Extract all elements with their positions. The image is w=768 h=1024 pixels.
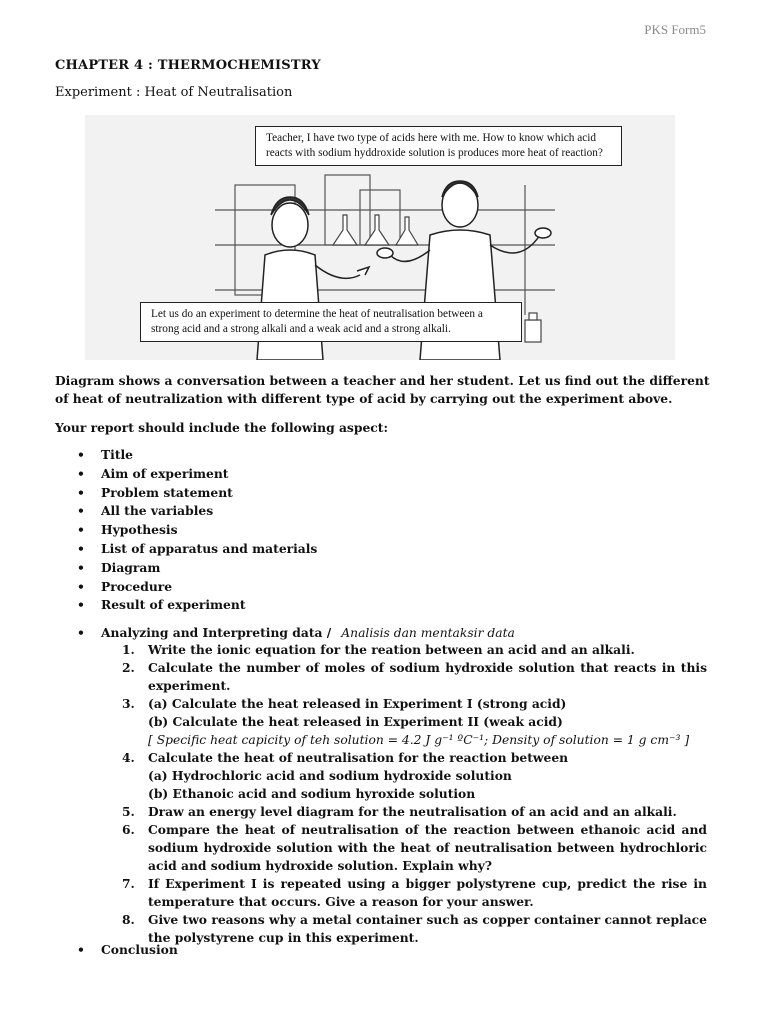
question-note: [ Specific heat capicity of teh solution = 4.2 J g⁻¹ ºC⁻¹; Density of solution = 1 g cm⁻³ ] — [148, 733, 690, 747]
question-item — [122, 821, 707, 875]
list-item — [55, 540, 317, 559]
aspect-label: Result of experiment — [101, 597, 246, 613]
question-text: Write the ionic equation for the reation between an acid and an alkali. — [148, 642, 635, 657]
question-number: 6. — [122, 822, 135, 837]
chapter-title: CHAPTER 4 : THERMOCHEMISTRY — [55, 58, 321, 73]
question-item — [122, 695, 707, 749]
intro-paragraph: Diagram shows a conversation between a teacher and her student. Let us find out the different of heat of neutralization with different type of acid by carrying out the experiment above. — [55, 373, 710, 406]
list-item — [55, 465, 317, 484]
aspect-label: Diagram — [101, 559, 161, 575]
student-speech-bubble: Teacher, I have two type of acids here with me. How to know which acid reacts with sodium hyddroxide solution is produces more heat of reaction? — [255, 126, 622, 166]
bullet-icon: • — [77, 625, 85, 640]
question-number: 3. — [122, 696, 135, 711]
aspects-list — [55, 446, 317, 615]
aspect-label: List of apparatus and materials — [101, 540, 318, 556]
question-text: Calculate the number of moles of sodium hydroxide solution that reacts in this experiment. — [148, 660, 707, 693]
question-number: 5. — [122, 804, 135, 819]
bullet-icon: • — [77, 465, 85, 481]
question-text: Draw an energy level diagram for the neutralisation of an acid and an alkali. — [148, 804, 677, 819]
question-item — [122, 641, 707, 659]
question-item — [122, 803, 707, 821]
bullet-icon: • — [77, 503, 85, 519]
conclusion-label: Conclusion — [101, 942, 178, 957]
question-subpart: (b) Calculate the heat released in Experiment II (weak acid) — [148, 714, 563, 729]
lab-illustration — [85, 115, 675, 360]
question-item — [122, 749, 707, 803]
report-intro: Your report should include the following aspect: — [55, 420, 388, 435]
question-item — [122, 911, 707, 947]
bullet-icon: • — [77, 559, 85, 575]
experiment-title: Experiment : Heat of Neutralisation — [55, 85, 293, 100]
list-item — [55, 578, 317, 597]
question-text: Give two reasons why a metal container such as copper container cannot replace the polystyrene cup in this experiment. — [148, 912, 707, 945]
analyzing-malay-label: Analisis dan mentaksir data — [341, 626, 515, 640]
bullet-icon: • — [77, 597, 85, 613]
question-number: 8. — [122, 912, 135, 927]
question-number: 2. — [122, 660, 135, 675]
bullet-icon: • — [77, 447, 85, 462]
bullet-icon: • — [77, 540, 85, 556]
question-item — [122, 875, 707, 911]
teacher-speech-bubble: Let us do an experiment to determine the heat of neutralisation between a strong acid and a strong alkali and a weak acid and a strong alkali. — [140, 302, 522, 342]
aspect-label: Hypothesis — [101, 522, 178, 538]
question-subpart: (a) Hydrochloric acid and sodium hydroxide solution — [148, 768, 512, 783]
aspect-label: Procedure — [101, 578, 173, 594]
list-item — [55, 446, 317, 465]
bullet-icon: • — [77, 578, 85, 594]
list-item — [55, 559, 317, 578]
bullet-icon: • — [77, 522, 85, 538]
question-subpart: (b) Ethanoic acid and sodium hyroxide solution — [148, 786, 476, 801]
analyzing-label: Analyzing and Interpreting data / — [101, 625, 332, 640]
header-form-label: PKS Form5 — [644, 22, 706, 37]
question-number: 1. — [122, 642, 135, 657]
aspect-label: All the variables — [101, 503, 214, 519]
question-text: Calculate the heat of neutralisation for the reaction between — [148, 750, 569, 765]
list-item — [55, 502, 317, 521]
aspect-label: Problem statement — [101, 484, 233, 500]
question-text: If Experiment I is repeated using a bigger polystyrene cup, predict the rise in temperature that occurs. Give a reason for your answer. — [148, 876, 707, 909]
list-item — [55, 484, 317, 503]
list-item — [55, 521, 317, 540]
question-item — [122, 659, 707, 695]
question-number: 7. — [122, 876, 135, 891]
bullet-icon: • — [77, 942, 85, 957]
bullet-icon: • — [77, 484, 85, 500]
aspect-label: Aim of experiment — [101, 465, 229, 481]
question-text: Compare the heat of neutralisation of the reaction between ethanoic acid and sodium hydroxide solution with the heat of neutralisation between hydrochloric acid and sodium hydroxide solution. Explain why? — [148, 822, 707, 873]
question-number: 4. — [122, 750, 135, 765]
analyzing-label-group — [101, 624, 515, 642]
question-text: (a) Calculate the heat released in Experiment I (strong acid) — [148, 696, 567, 711]
aspect-label: Title — [101, 447, 133, 462]
list-item — [55, 596, 317, 615]
questions-list — [122, 641, 707, 947]
